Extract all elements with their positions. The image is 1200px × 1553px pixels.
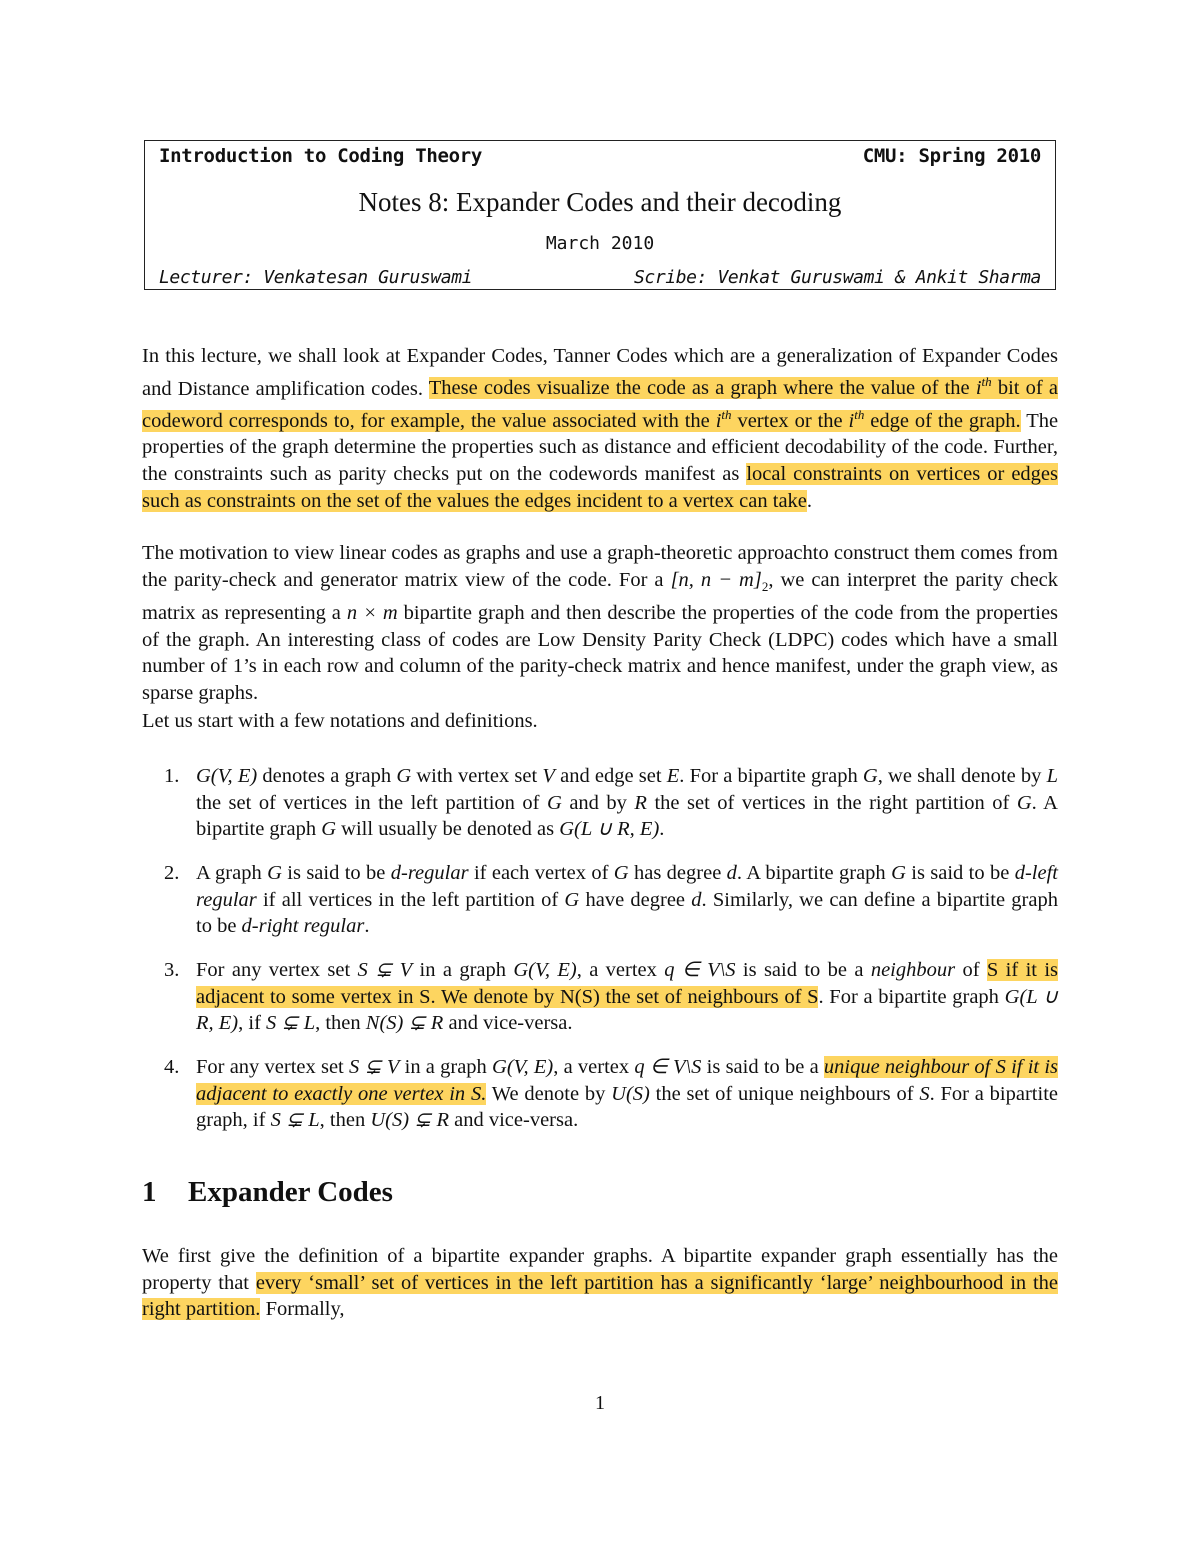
motivation-paragraph: The motivation to view linear codes as graphs and use a graph-theoretic approachto construct them comes from the parity-check and generator matrix view of the code. For a [n, $n - m]_2$, we can interpret the parity check matrix as representing a n × m bipartite graph and then describe the properties of the code from the properties of the graph. An interesting class of codes are Low Density Parity Check (LDPC) codes which have a small number of 1’s in each row and column of the parity-check matrix and hence manifest, under the graph view, as sparse graphs. bbox=[142, 542, 1059, 705]
highlight: These codes visualize the code as a graph where the value of the $i^{th}$ bit of a codeword corresponds to, for example, the value associated with the $i^{th}$ vertex or the $i^{th}$ edge of the graph. bbox=[142, 374, 1059, 432]
highlight: local constraints on vertices or edges such as constraints on the set of the values the edges incident to a vertex can take bbox=[142, 463, 1058, 512]
text-run: In this lecture, we shall look at Expander Codes, Tanner Codes which are a generalization of Expander Codes and Distance amplification codes. bbox=[142, 345, 1058, 400]
header-top-row bbox=[159, 145, 1041, 167]
course-name: Introduction to Coding Theory bbox=[159, 145, 483, 167]
header-bottom-row bbox=[159, 267, 1041, 288]
section-paragraph: We first give the definition of a bipartite expander graphs. A bipartite expander graph essentially has the property that every ‘small’ set of vertices in the left partition has a significantly ‘large’ neighbourhood in the right partition. Formally, bbox=[142, 1245, 1058, 1321]
notation-intro: Let us start with a few notations and definitions. bbox=[142, 710, 538, 732]
lecturer: Lecturer: Venkatesan Guruswami bbox=[159, 267, 473, 288]
notes-title: Notes 8: Expander Codes and their decoding bbox=[358, 187, 842, 217]
highlight: S if it is adjacent to some vertex in S. We denote by N(S) the set of neighbours of S bbox=[196, 959, 1058, 1008]
document-page: Introduction to Coding Theory CMU: Spring 2010 Notes 8: Expander Codes and their decoding March 2010 Lecturer: Venkatesan Guruswami Scribe: Venkat Guruswami & Ankit Sharma In this lecture, we shall look at Expander Codes, Tanner Codes which are a generalization of Expander Codes and Distance amplification codes. These codes visualize the code as a graph where the value of the $i^{th}$ bit of a codeword corresponds to, for example, the value associated with the $i^{th}$ vertex or the $i^{th}$ edge of the graph. The properties of the graph determine the properties such as distance and efficient decodability of the code. Further, the constraints such as parity checks put on the codewords manifest as local constraints on vertices or edges such as constraints on the set of the values the edges incident to a vertex can take. The motivation to view linear codes as graphs and use a graph-theoretic approachto construct them comes from the parity-check and generator matrix view of the code. For a [n, $n - m]_2$, we can interpret the parity check matrix as representing a n × m bipartite graph and then describe the properties of the code from the properties of the graph. An interesting class of codes are Low Density Parity Check (LDPC) codes which have a small number of 1’s in each row and column of the parity-check matrix and hence manifest, under the graph view, as sparse graphs. Let us start with a few notations and definitions. 1. G(V, E) denotes a graph G with vertex set V and edge set E. For a bipartite graph G, we shall denote by L the set of vertices in the left partition of G and by R the set of vertices in the right partition of G. A bipartite graph G will usually be denoted as G(L ∪ R, E). 2. A graph G is said to be d-regular if each vertex of G has degree d. A bipartite graph G is said to be d-left regular if all vertices in the left partition of G have degree d. Similarly, we can define a bipartite graph to be d-right regular. 3. For any vertex set S ⊊ V in a graph G(V, E), a vertex q ∈ V\S is said to be a neighbour of S if it is adjacent to some vertex in S. We denote by N(S) the set of neighbours of S. For a bipartite graph G(L ∪ R, E), if S ⊊ L, then N(S) ⊊ R and vice-versa. 4. For any vertex set S ⊊ V in a graph G(V, E), a vertex q ∈ V\S is said to be a unique neighbour of S if it is adjacent to exactly one vertex in S. We denote by U(S) the set of unique neighbours of S. For a bipartite graph, if S ⊊ L, then U(S) ⊊ R and vice-versa. 1 Expander Codes We first give the definition of a bipartite expander graphs. A bipartite expander graph essentially has the property that every ‘small’ set of vertices in the left partition has a significantly ‘large’ neighbourhood in the right partition. Formally, 1 bbox=[0, 0, 1200, 1553]
header-box bbox=[144, 140, 1056, 290]
page-number: 1 bbox=[595, 1392, 605, 1414]
highlight: unique neighbour of S if it is adjacent to exactly one vertex in S. bbox=[196, 1056, 1058, 1105]
scribe: Scribe: Venkat Guruswami & Ankit Sharma bbox=[633, 267, 1041, 288]
notes-date: March 2010 bbox=[545, 233, 655, 254]
highlight: every ‘small’ set of vertices in the left partition has a significantly ‘large’ neighbourhood in the right partition. bbox=[142, 1271, 1058, 1321]
term: CMU: Spring 2010 bbox=[862, 145, 1041, 167]
section-heading: 1 Expander Codes bbox=[142, 1176, 393, 1208]
intro-paragraph: In this lecture, we shall look at Expander Codes, Tanner Codes which are a generalization of Expander Codes and Distance amplification codes. These codes visualize the code as a graph where the value of the $i^{th}$ bit of a codeword corresponds to, for example, the value associated with the $i^{th}$ vertex or the $i^{th}$ edge of the graph. The properties of the graph determine the properties such as distance and efficient decodability of the code. Further, the constraints such as parity checks put on the codewords manifest as local constraints on vertices or edges such as constraints on the set of the values the edges incident to a vertex can take. bbox=[142, 345, 1059, 512]
